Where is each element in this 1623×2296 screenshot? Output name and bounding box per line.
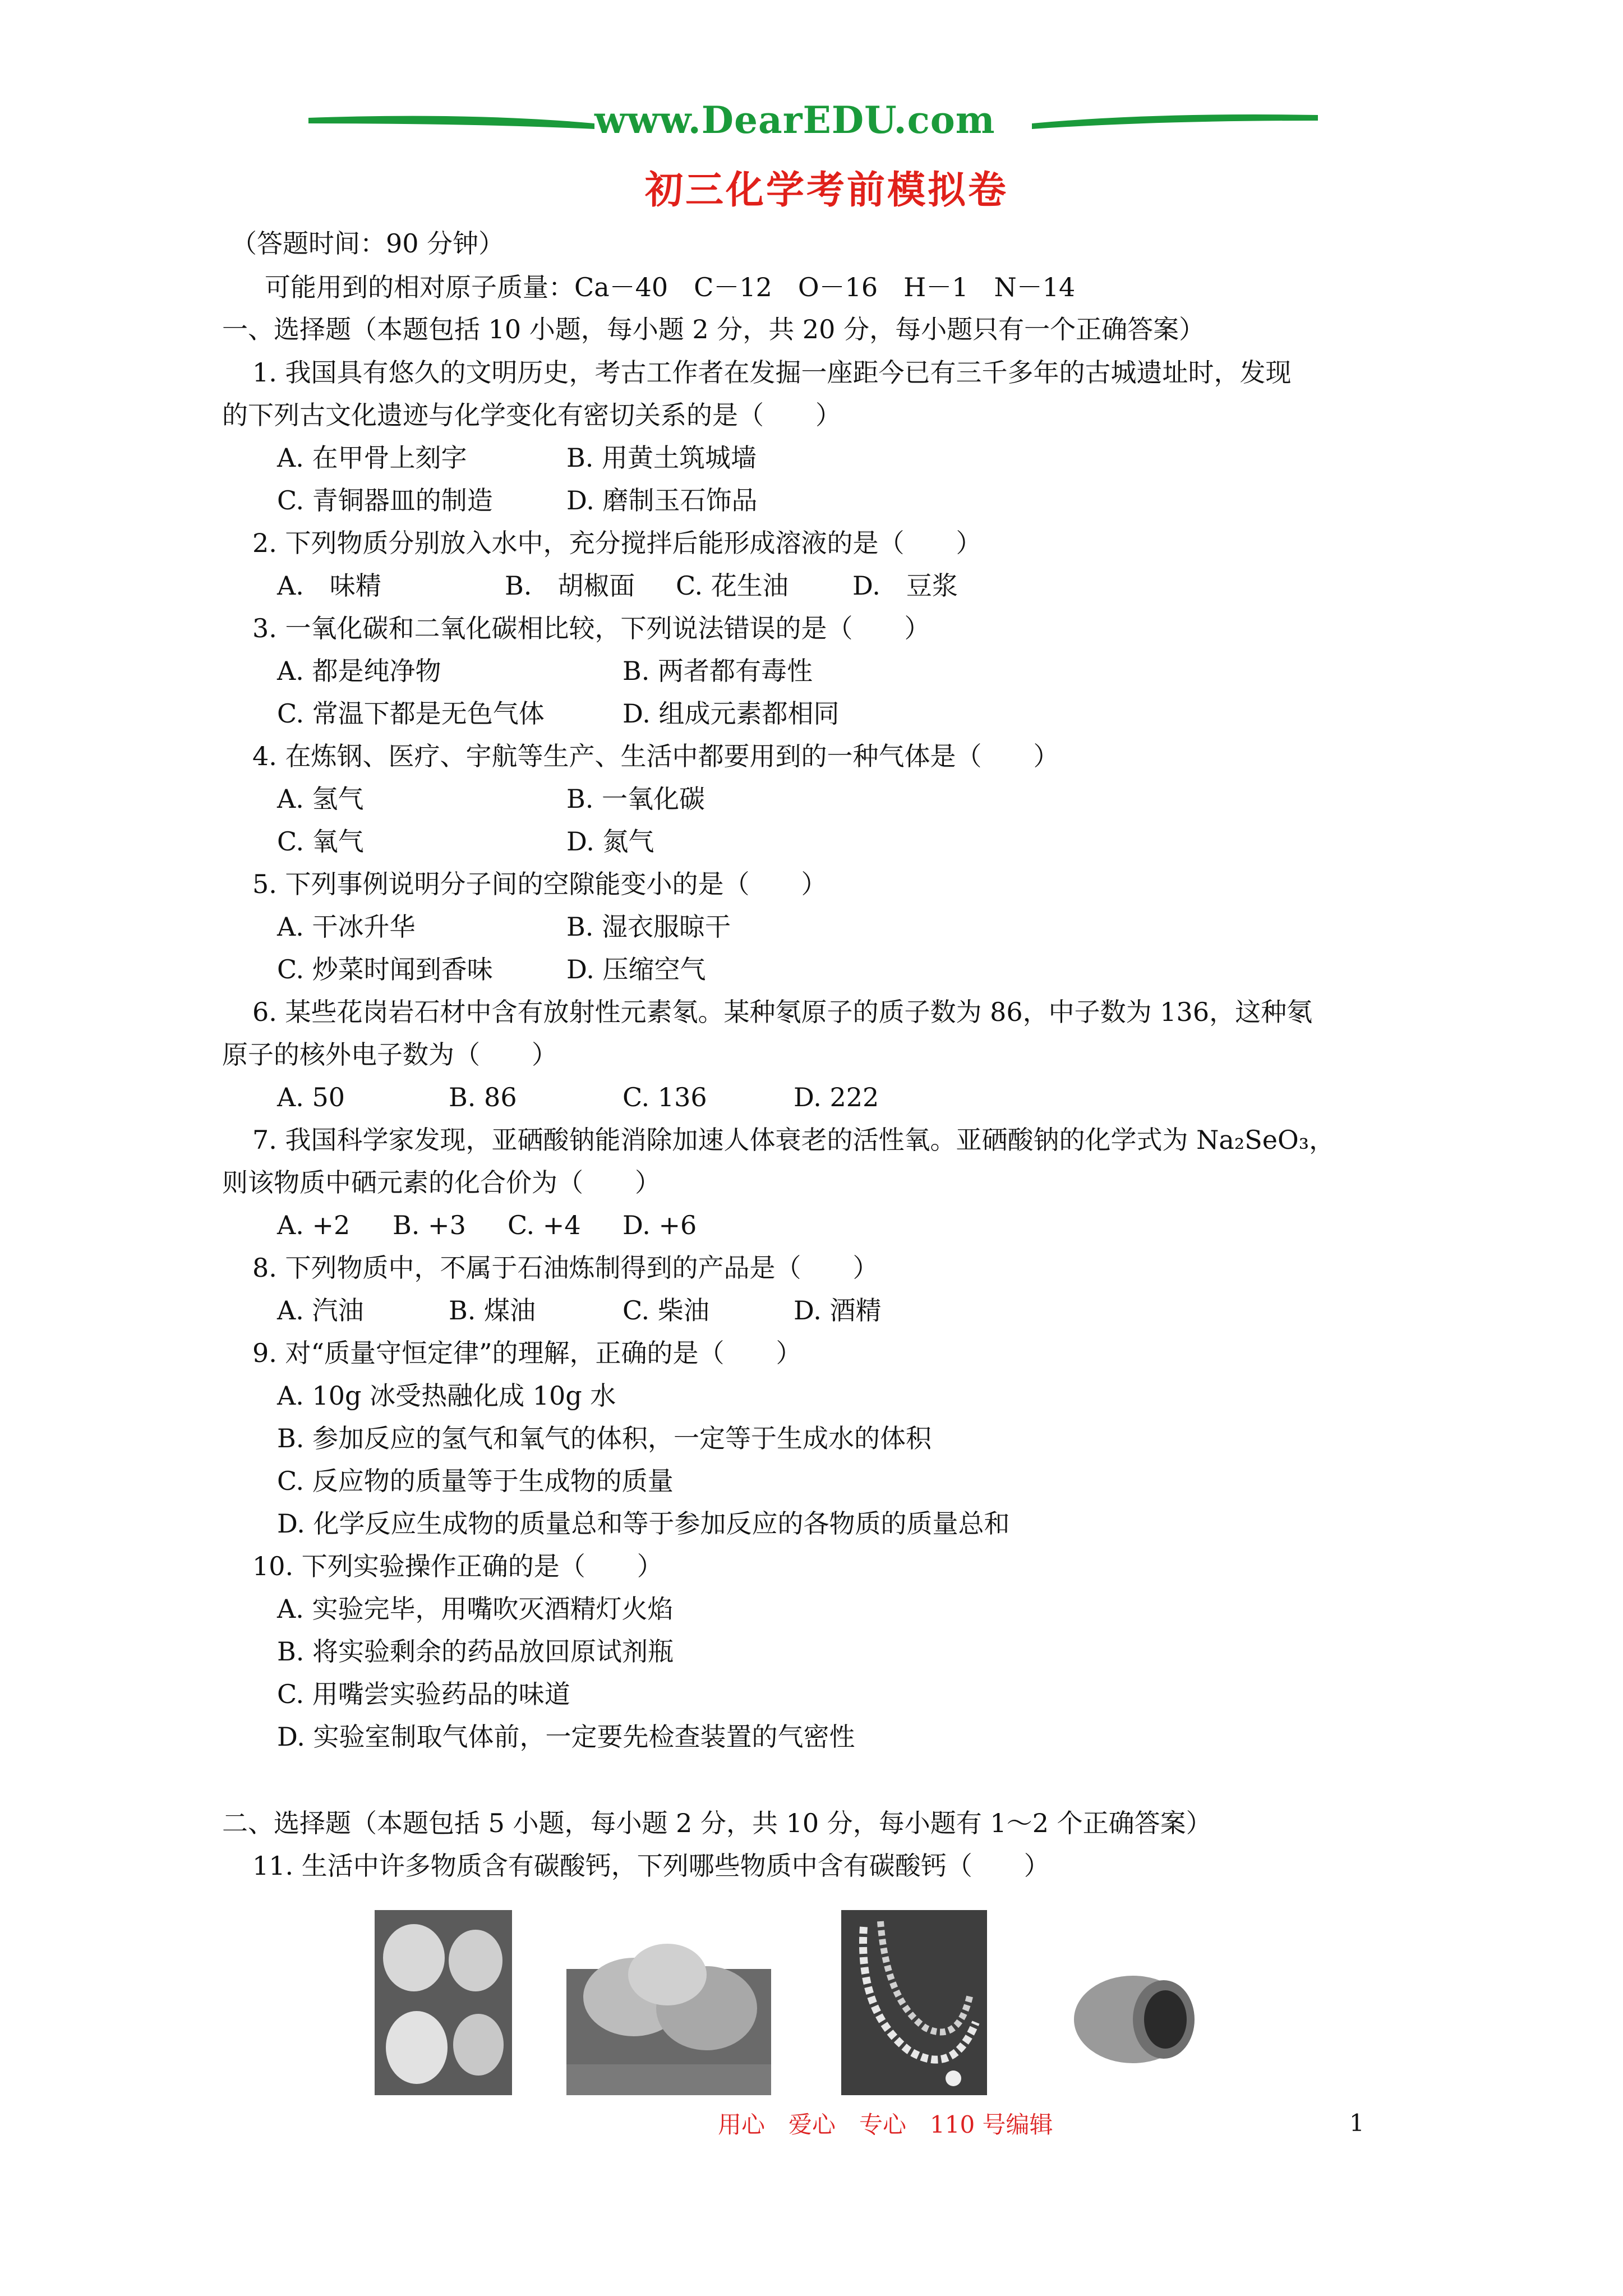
option: A. 味精 (277, 570, 381, 601)
option: B. +3 (393, 1210, 466, 1240)
option: C. +4 (508, 1210, 581, 1240)
option: A. 实验完毕，用嘴吹灭酒精灯火焰 (277, 1594, 674, 1624)
section-2-heading: 二、选择题（本题包括 5 小题，每小题 2 分，共 10 分，每小题有 1～2 个正确答案） (222, 1808, 1212, 1838)
pipe-scale-photo (1066, 1963, 1217, 2070)
footer-text: 用心 爱心 专心 110 号编辑 (718, 2111, 1053, 2138)
option: D. 酒精 (794, 1295, 882, 1326)
option: C. 花生油 (676, 570, 789, 601)
option: C. 常温下都是无色气体 (277, 698, 545, 729)
option: B. 将实验剩余的药品放回原试剂瓶 (277, 1636, 674, 1667)
section-1-heading: 一、选择题（本题包括 10 小题，每小题 2 分，共 20 分，每小题只有一个正确答案） (222, 314, 1205, 344)
question-5: 5. 下列事例说明分子间的空隙能变小的是（ ） (252, 869, 827, 899)
option: A. +2 (277, 1210, 351, 1240)
option: D. 氮气 (566, 826, 654, 857)
page-number: 1 (1349, 2109, 1364, 2137)
site-url: www.DearEDU.com (594, 98, 995, 142)
option: C. 柴油 (623, 1295, 709, 1326)
coral-photo (566, 1935, 771, 2095)
question-10: 10. 下列实验操作正确的是（ ） (252, 1551, 663, 1581)
option: A. 10g 冰受热融化成 10g 水 (277, 1381, 616, 1411)
option: D. 磨制玉石饰品 (566, 485, 758, 516)
option: D. +6 (623, 1210, 697, 1240)
option: B. 煤油 (449, 1295, 536, 1326)
question-4: 4. 在炼钢、医疗、宇航等生产、生活中都要用到的一种气体是（ ） (252, 741, 1059, 771)
option: C. 反应物的质量等于生成物的质量 (277, 1466, 674, 1496)
atomic-masses: 可能用到的相对原子质量：Ca－40 C－12 O－16 H－1 N－14 (265, 272, 1076, 302)
pearl-necklace-photo (841, 1910, 987, 2095)
option: A. 50 (277, 1082, 345, 1112)
option: B. 胡椒面 (505, 570, 635, 601)
option: D. 222 (794, 1082, 879, 1112)
option: B. 86 (449, 1082, 517, 1112)
option: A. 氢气 (277, 784, 364, 814)
option: A. 干冰升华 (277, 912, 416, 942)
question-7-line-2: 则该物质中硒元素的化合价为（ ） (222, 1167, 661, 1198)
option: A. 在甲骨上刻字 (277, 443, 467, 473)
option: A. 汽油 (277, 1295, 364, 1326)
question-1-line-1: 1. 我国具有悠久的文明历史，考古工作者在发掘一座距今已有三千多年的古城遗址时，发现 (252, 357, 1292, 388)
option: B. 参加反应的氢气和氧气的体积，一定等于生成水的体积 (277, 1423, 932, 1453)
question-6-line-1: 6. 某些花岗岩石材中含有放射性元素氡。某种氡原子的质子数为 86，中子数为 136，这种氡 (252, 997, 1313, 1027)
option: D. 组成元素都相同 (623, 698, 840, 729)
option: D. 化学反应生成物的质量总和等于参加反应的各物质的质量总和 (277, 1508, 1010, 1539)
option: C. 136 (623, 1082, 707, 1112)
question-9: 9. 对“质量守恒定律”的理解，正确的是（ ） (252, 1338, 802, 1368)
question-3: 3. 一氧化碳和二氧化碳相比较，下列说法错误的是（ ） (252, 613, 930, 643)
option: A. 都是纯净物 (277, 656, 441, 686)
option: B. 一氧化碳 (566, 784, 706, 814)
question-8: 8. 下列物质中，不属于石油炼制得到的产品是（ ） (252, 1253, 879, 1283)
option: C. 炒菜时闻到香味 (277, 954, 493, 984)
option: D. 实验室制取气体前，一定要先检查装置的气密性 (277, 1722, 855, 1752)
question-11: 11. 生活中许多物质含有碳酸钙，下列哪些物质中含有碳酸钙（ ） (252, 1851, 1050, 1881)
option: B. 用黄土筑城墙 (566, 443, 757, 473)
option: D. 压缩空气 (566, 954, 706, 984)
option: C. 氧气 (277, 826, 364, 857)
question-2: 2. 下列物质分别放入水中，充分搅拌后能形成溶液的是（ ） (252, 528, 982, 558)
option: B. 湿衣服晾干 (566, 912, 731, 942)
option: D. 豆浆 (852, 570, 958, 601)
option: C. 用嘴尝实验药品的味道 (277, 1679, 570, 1709)
question-1-line-2: 的下列古文化遗迹与化学变化有密切关系的是（ ） (222, 400, 841, 430)
option: B. 两者都有毒性 (623, 656, 813, 686)
question-7-line-1: 7. 我国科学家发现，亚硒酸钠能消除加速人体衰老的活性氧。亚硒酸钠的化学式为 Na₂SeO₃， (252, 1125, 1335, 1155)
exam-time: （答题时间：90 分钟） (231, 228, 505, 259)
question-6-line-2: 原子的核外电子数为（ ） (222, 1039, 557, 1070)
option: C. 青铜器皿的制造 (277, 485, 493, 516)
shells-photo (375, 1910, 512, 2095)
page-title: 初三化学考前模拟卷 (645, 168, 1009, 213)
